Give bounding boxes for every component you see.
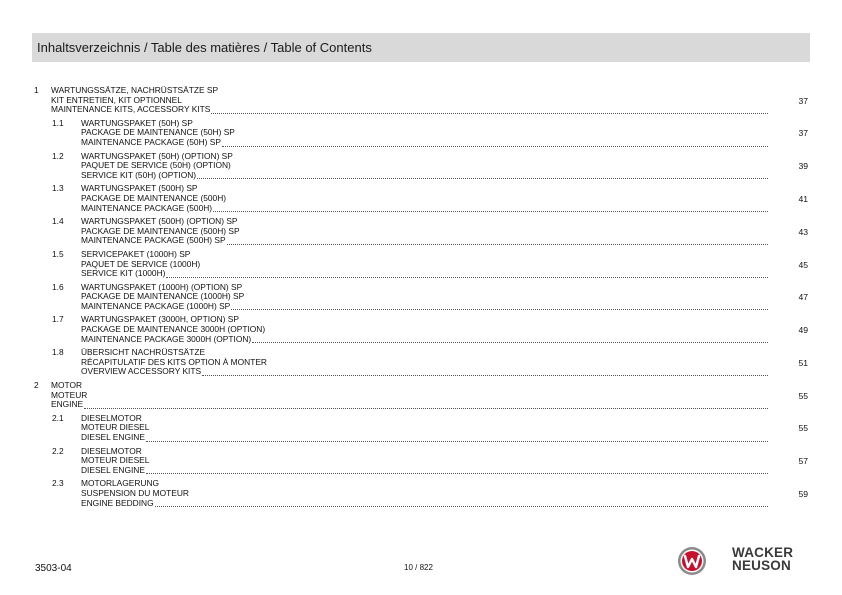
dot-leader: [222, 139, 768, 147]
toc-entry[interactable]: [32, 152, 810, 181]
toc-entry-line: [51, 105, 768, 115]
toc-entry-number: 1.6: [52, 281, 64, 292]
toc-entry-line-text: ENGINE: [51, 399, 84, 410]
dot-leader: [146, 434, 768, 442]
toc-entry-titles: [81, 119, 768, 148]
toc-entry-line: ÜBERSICHT NACHRÜSTSÄTZE: [81, 347, 206, 358]
toc-entry-line: [81, 466, 768, 476]
toc-entry[interactable]: [32, 217, 810, 246]
toc-entry-line: PACKAGE DE MAINTENANCE (50H) SP: [81, 127, 235, 138]
toc-entry[interactable]: [32, 348, 810, 377]
toc-entry-page-number[interactable]: 41: [798, 193, 808, 204]
toc-entry-titles: [81, 348, 768, 377]
toc-entry-line: [51, 400, 768, 410]
toc-entry-line: [81, 367, 768, 377]
toc-entry-line: MOTOR: [51, 380, 83, 391]
toc-entry-line: WARTUNGSPAKET (3000H, OPTION) SP: [81, 314, 239, 325]
toc-entry-number: 2.2: [52, 445, 64, 456]
toc-entry-number: 1.4: [52, 216, 64, 227]
logo-line-1: WACKER: [732, 545, 794, 560]
toc-entry-line: PACKAGE DE MAINTENANCE (1000H) SP: [81, 291, 245, 302]
toc-entry-number: 1.1: [52, 117, 64, 128]
toc-entry-number: 1.8: [52, 347, 64, 358]
toc-entry-line-text: MAINTENANCE PACKAGE (500H) SP: [81, 235, 226, 246]
toc-entry-line: DIESELMOTOR: [81, 412, 142, 423]
toc-entry-line-text: OVERVIEW ACCESSORY KITS: [81, 366, 202, 377]
toc-header-bar: [32, 33, 810, 62]
toc-entry-line: WARTUNGSPAKET (500H) SP: [81, 183, 198, 194]
toc-entry-titles: [81, 315, 768, 344]
toc-entry-line: MOTEUR: [51, 389, 88, 400]
dot-leader: [197, 171, 768, 179]
toc-entry-line-text: MAINTENANCE PACKAGE (50H) SP: [81, 136, 221, 147]
document-number: 3503-04: [35, 563, 72, 574]
toc-entry-number: 2.1: [52, 412, 64, 423]
toc-entry-page-number[interactable]: 49: [798, 325, 808, 336]
toc-entry-line: PACKAGE DE MAINTENANCE (500H): [81, 192, 227, 203]
toc-entry-line: [81, 499, 768, 509]
toc-entry-line: [81, 171, 768, 181]
toc-entry-page-number[interactable]: 51: [798, 357, 808, 368]
toc-entry-page-number[interactable]: 45: [798, 259, 808, 270]
toc-entry-page-number[interactable]: 43: [798, 226, 808, 237]
toc-entry-line: PAQUET DE SERVICE (1000H): [81, 258, 201, 269]
toc-entry-line: PACKAGE DE MAINTENANCE 3000H (OPTION): [81, 324, 266, 335]
dot-leader: [84, 401, 768, 409]
toc-entry-page-number[interactable]: 47: [798, 292, 808, 303]
toc-entry-number: 1.3: [52, 183, 64, 194]
toc-entry-page-number[interactable]: 59: [798, 488, 808, 499]
toc-entry-line: [81, 269, 768, 279]
toc-entry-number: 1.2: [52, 150, 64, 161]
toc-entry-titles: [81, 152, 768, 181]
toc-entry-line-text: SERVICE KIT (50H) (OPTION): [81, 169, 197, 180]
toc-entry-line-text: DIESEL ENGINE: [81, 432, 145, 442]
toc-entry-line: [81, 236, 768, 246]
toc-entry-titles: [81, 250, 768, 279]
toc-entry-line: KIT ENTRETIEN, KIT OPTIONNEL: [51, 94, 182, 105]
dot-leader: [211, 106, 768, 114]
toc-entry-page-number[interactable]: 55: [798, 390, 808, 401]
dot-leader: [146, 466, 768, 474]
dot-leader: [166, 270, 768, 278]
logo-wordmark: [732, 547, 793, 572]
toc-entry[interactable]: [32, 283, 810, 312]
toc-entry-number: 1: [34, 85, 39, 95]
toc-entry-line-text: MAINTENANCE PACKAGE 3000H (OPTION): [81, 333, 252, 344]
toc-entry-line-text: ENGINE BEDDING: [81, 497, 154, 508]
toc-entry-number: 2.3: [52, 478, 64, 489]
toc-entry[interactable]: [32, 250, 810, 279]
toc-entry-line: SERVICEPAKET (1000H) SP: [81, 248, 191, 259]
toc-entry-line: MOTEUR DIESEL: [81, 455, 150, 466]
toc-entry-number: 1.5: [52, 248, 64, 259]
toc-entry[interactable]: [32, 315, 810, 344]
toc-entry-titles: [81, 479, 768, 508]
toc-entry-line-text: MAINTENANCE PACKAGE (500H): [81, 202, 213, 213]
toc-entry-line-text: MAINTENANCE KITS, ACCESSORY KITS: [51, 104, 211, 115]
toc-entry-line: RÉCAPITULATIF DES KITS OPTION À MONTER: [81, 356, 267, 367]
toc-entry[interactable]: [32, 86, 810, 115]
toc-entry-line-text: DIESEL ENGINE: [81, 464, 145, 475]
dot-leader: [231, 302, 768, 310]
toc-entry-line: WARTUNGSPAKET (50H) SP: [81, 117, 193, 128]
logo-line-2: NEUSON: [732, 557, 791, 573]
toc-entry-line: WARTUNGSPAKET (500H) (OPTION) SP: [81, 216, 238, 227]
dot-leader: [227, 237, 768, 245]
toc-entry-page-number[interactable]: 57: [798, 456, 808, 467]
toc-entry-line: [81, 138, 768, 148]
table-of-contents: [32, 86, 810, 512]
toc-entry-line: MOTORLAGERUNG: [81, 478, 160, 489]
toc-entry-line: [81, 302, 768, 312]
toc-entry-line: WARTUNGSPAKET (1000H) (OPTION) SP: [81, 281, 243, 292]
toc-entry[interactable]: [32, 184, 810, 213]
toc-entry-titles: [81, 414, 768, 443]
toc-entry-line: DIESELMOTOR: [81, 445, 142, 456]
toc-entry-number: 1.7: [52, 314, 64, 325]
toc-entry-titles: [81, 447, 768, 476]
toc-entry-line: MOTEUR DIESEL: [81, 422, 150, 433]
page-indicator: 10 / 822: [404, 563, 433, 572]
toc-entry-titles: [81, 184, 768, 213]
dot-leader: [155, 499, 768, 507]
toc-entry-titles: [51, 86, 768, 115]
toc-entry-line: [81, 204, 768, 214]
toc-entry-page-number[interactable]: 37: [798, 95, 808, 106]
toc-entry-line: [81, 433, 768, 443]
wacker-neuson-logo: [675, 543, 810, 577]
dot-leader: [202, 368, 768, 376]
toc-entry-line: WARTUNGSPAKET (50H) (OPTION) SP: [81, 150, 233, 161]
toc-entry[interactable]: [32, 381, 810, 410]
toc-entry-page-number[interactable]: 55: [798, 423, 808, 434]
toc-entry-titles: [51, 381, 768, 410]
dot-leader: [213, 204, 768, 212]
toc-entry-page-number[interactable]: 37: [798, 128, 808, 139]
toc-entry-titles: [81, 283, 768, 312]
toc-entry[interactable]: [32, 447, 810, 476]
toc-entry-line: PAQUET DE SERVICE (50H) (OPTION): [81, 160, 231, 171]
toc-entry[interactable]: [32, 479, 810, 508]
toc-entry-line-text: SERVICE KIT (1000H): [81, 268, 166, 279]
wacker-neuson-emblem-icon: [677, 546, 707, 576]
dot-leader: [252, 335, 768, 343]
toc-entry-line: SUSPENSION DU MOTEUR: [81, 487, 189, 498]
toc-entry[interactable]: [32, 414, 810, 443]
toc-entry-number: 2: [34, 380, 39, 391]
toc-entry-line: PACKAGE DE MAINTENANCE (500H) SP: [81, 225, 240, 236]
toc-entry[interactable]: [32, 119, 810, 148]
toc-entry-line: [81, 335, 768, 345]
toc-entry-line: WARTUNGSSÄTZE, NACHRÜSTSÄTZE SP: [51, 85, 219, 95]
toc-title: Inhaltsverzeichnis / Table des matières / Table of Contents: [37, 40, 372, 55]
toc-entry-line-text: MAINTENANCE PACKAGE (1000H) SP: [81, 300, 231, 311]
toc-entry-titles: [81, 217, 768, 246]
toc-entry-page-number[interactable]: 39: [798, 161, 808, 172]
